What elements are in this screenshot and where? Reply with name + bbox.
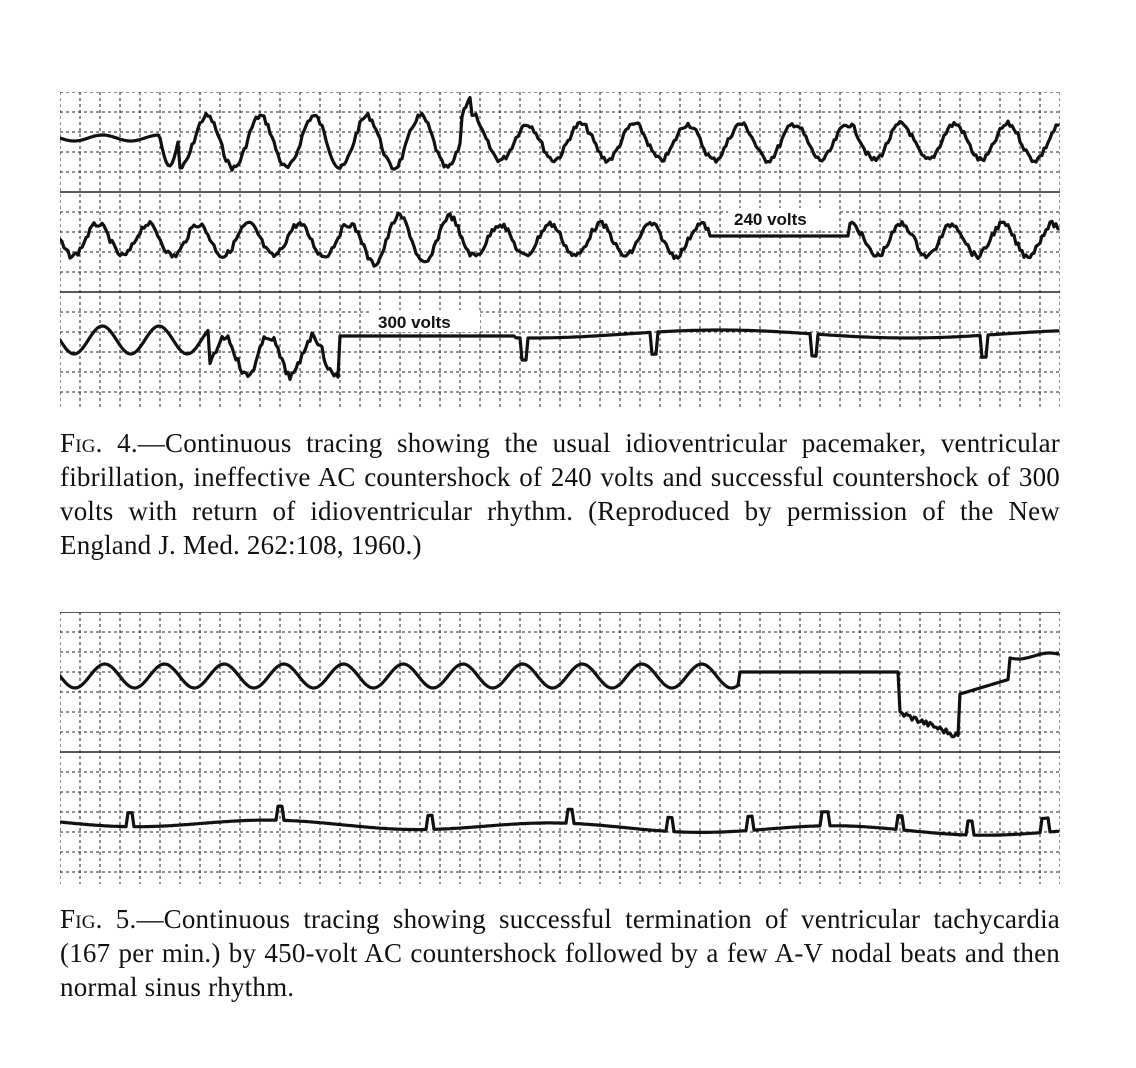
shock-label-300-volts: 300 volts xyxy=(378,313,451,332)
ecg-grid xyxy=(60,612,1060,884)
ecg-trace-row-1 xyxy=(60,98,1058,171)
figure-4-ecg-strip xyxy=(60,92,1060,410)
figure-4-caption-text: —Continuous tracing showing the usual idioventricular pacemaker, ventricular fibrillation, ineffective AC countershock of 240 volts and successful countershock of 300 volts with return of idioventricular rhythm. (Reproduced by permission of the New England J. Med. 262:108, 1960.) xyxy=(60,428,1060,560)
figure-4-ecg-tracing xyxy=(60,92,1060,410)
figure-5-caption-text: —Continuous tracing showing successful termination of ventricular tachycardia (167 per min.) by 450-volt AC countershock followed by a few A-V nodal beats and then normal sinus rhythm. xyxy=(60,904,1060,1002)
figure-5-caption xyxy=(60,902,1060,1004)
ecg-trace-row-1 xyxy=(60,653,1058,737)
ecg-trace-row-2 xyxy=(60,806,1058,835)
figure-5-ecg-tracing xyxy=(60,612,1060,884)
figure-5-number: Fig. 5. xyxy=(60,904,137,934)
figure-4-number: Fig. 4. xyxy=(60,428,138,458)
figure-5-ecg-strip xyxy=(60,612,1060,884)
figure-4-caption xyxy=(60,426,1060,562)
ecg-trace-row-2 xyxy=(60,213,1058,266)
ecg-trace-row-3 xyxy=(60,326,1058,379)
shock-label-240-volts: 240 volts xyxy=(734,210,807,229)
